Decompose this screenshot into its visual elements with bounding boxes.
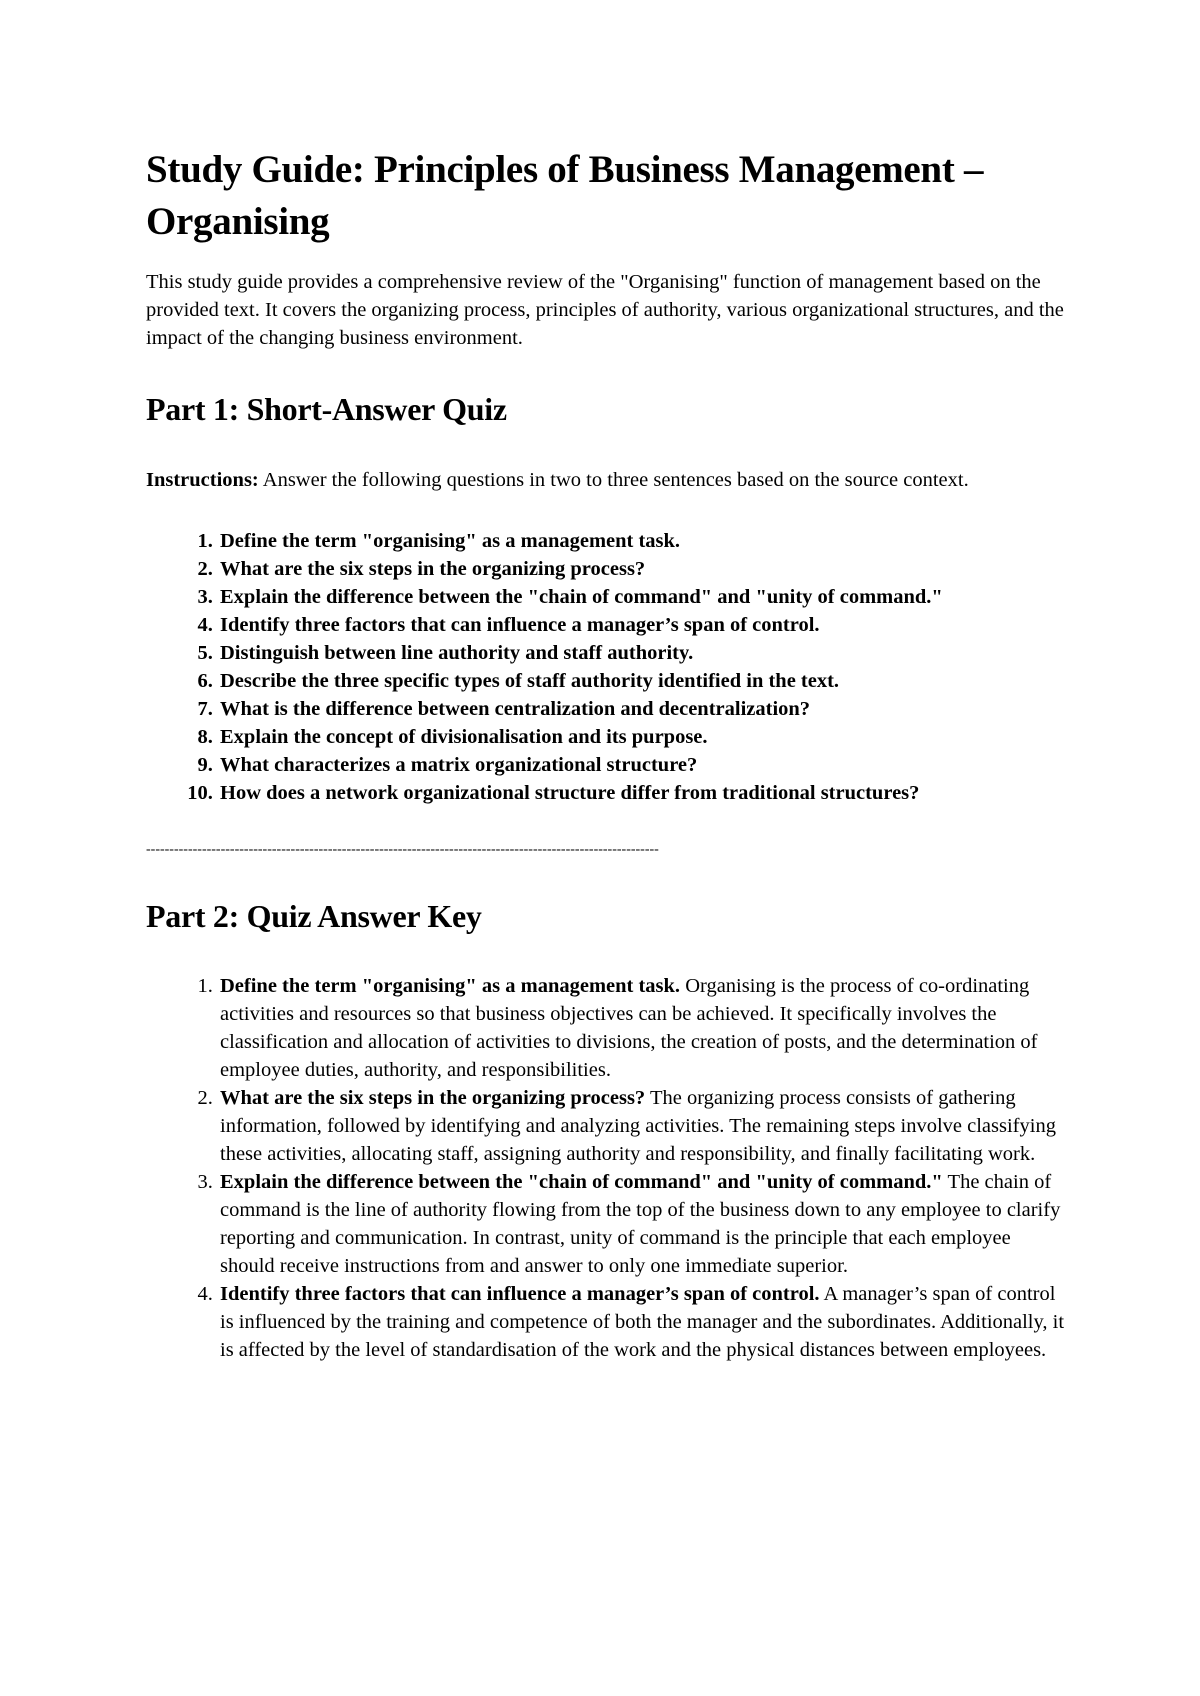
answer-text: The organizing process consists of gathering information, followed by identifying and analyzing activities. The remaining steps involve classifying these activities, allocating staff, assigning authority and responsibility, and finally facilitating work. xyxy=(220,1087,1056,1165)
answer-item xyxy=(218,1168,1070,1280)
question-item: 4. Identify three factors that can influence a manager’s span of control. xyxy=(218,611,1070,639)
instructions-paragraph xyxy=(146,466,1070,494)
question-item: 8. Explain the concept of divisionalisation and its purpose. xyxy=(218,723,1070,751)
question-list xyxy=(146,527,1070,807)
question-item: 1. Define the term "organising" as a management task. xyxy=(218,527,1070,555)
answer-list xyxy=(146,972,1070,1364)
question-item: 10. How does a network organizational structure differ from traditional structures? xyxy=(218,779,1070,807)
answer-text: Organising is the process of co-ordinating activities and resources so that business objectives can be achieved. It specifically involves the classification and allocation of activities to divisions, the creation of posts, and the determination of employee duties, authority, and responsibilities. xyxy=(220,975,1038,1081)
part2-heading: Part 2: Quiz Answer Key xyxy=(146,898,482,934)
answer-question: What are the six steps in the organizing process? xyxy=(220,1087,646,1109)
question-item: 6. Describe the three specific types of staff authority identified in the text. xyxy=(218,667,1070,695)
section-divider: -------------------------------------------------------------------------------------------------------------- xyxy=(146,842,659,857)
answer-item xyxy=(218,1280,1070,1364)
question-item: 5. Distinguish between line authority and staff authority. xyxy=(218,639,1070,667)
question-item: 7. What is the difference between centralization and decentralization? xyxy=(218,695,1070,723)
question-item: 9. What characterizes a matrix organizational structure? xyxy=(218,751,1070,779)
instructions-label: Instructions: xyxy=(146,469,259,491)
answer-question: Identify three factors that can influence a manager’s span of control. xyxy=(220,1283,820,1305)
instructions-text: Answer the following questions in two to three sentences based on the source context. xyxy=(258,469,969,491)
question-item: 3. Explain the difference between the "chain of command" and "unity of command." xyxy=(218,583,1070,611)
part1-heading: Part 1: Short-Answer Quiz xyxy=(146,391,507,427)
intro-paragraph: This study guide provides a comprehensive review of the "Organising" function of management based on the provided text. It covers the organizing process, principles of authority, various organizational structures, and the impact of the changing business environment. xyxy=(146,271,1064,349)
answer-text: The chain of command is the line of authority flowing from the top of the business down to any employee to clarify reporting and communication. In contrast, unity of command is the principle that each employee should receive instructions from and answer to only one immediate superior. xyxy=(220,1171,1061,1277)
answer-item xyxy=(218,1084,1070,1168)
answer-question: Define the term "organising" as a management task. xyxy=(220,975,681,997)
answer-item xyxy=(218,972,1070,1084)
answer-question: Explain the difference between the "chain of command" and "unity of command." xyxy=(220,1171,943,1193)
document-title: Study Guide: Principles of Business Management – Organising xyxy=(146,148,984,243)
answer-text: A manager’s span of control is influenced by the training and competence of both the manager and the subordinates. Additionally, it is affected by the level of standardisation of the work and the physical distances between employees. xyxy=(220,1283,1065,1361)
question-item: 2. What are the six steps in the organizing process? xyxy=(218,555,1070,583)
